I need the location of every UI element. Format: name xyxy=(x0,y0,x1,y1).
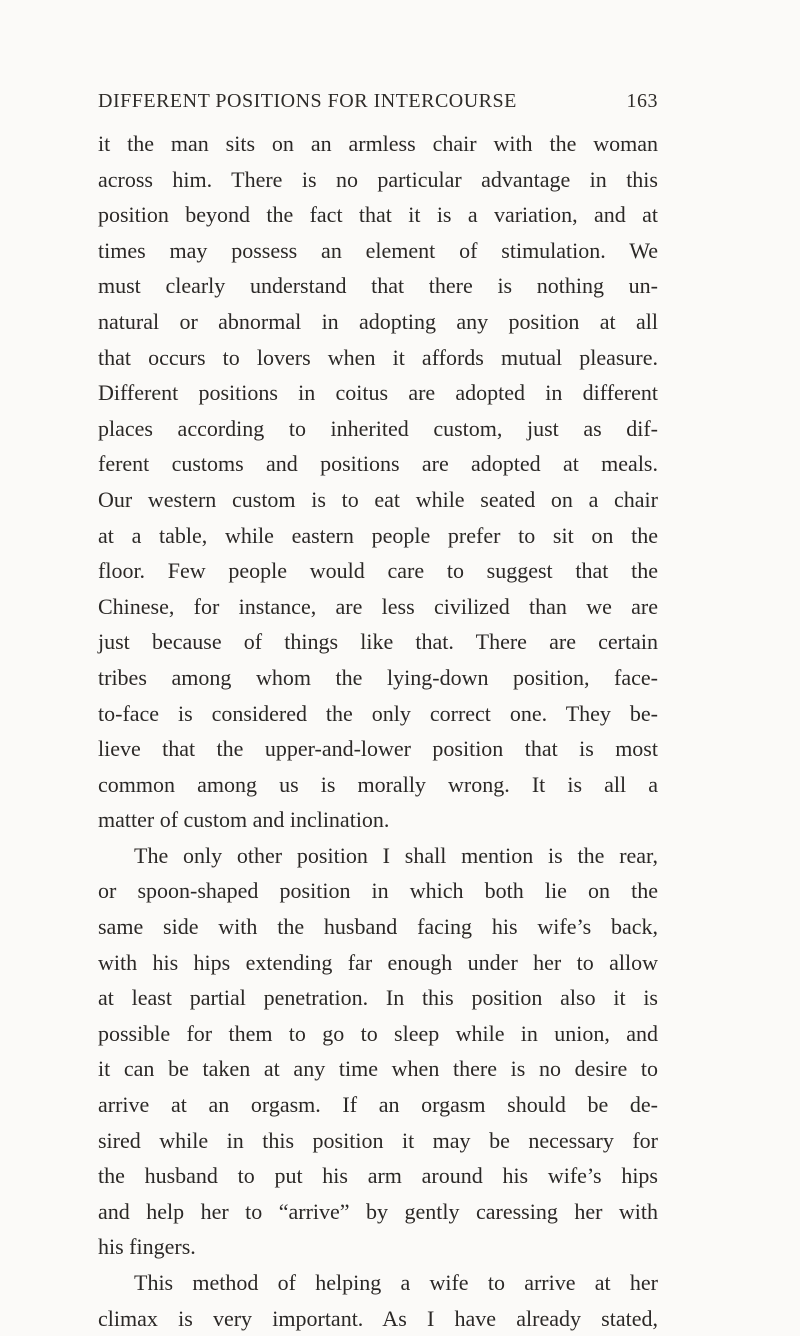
text-line: position beyond the fact that it is a variation, and at xyxy=(98,202,658,228)
text-line: natural or abnormal in adopting any position at all xyxy=(98,308,658,334)
text-line: same side with the husband facing his wife’s back, xyxy=(98,914,658,940)
text-line: times may possess an element of stimulation. We xyxy=(98,237,658,263)
paragraph-end-line: his fingers. xyxy=(98,1234,196,1260)
text-line: with his hips extending far enough under her to allow xyxy=(98,949,658,975)
text-line: arrive at an orgasm. If an orgasm should be de- xyxy=(98,1092,658,1118)
text-line: climax is very important. As I have already stated, xyxy=(98,1305,658,1331)
page-number: 163 xyxy=(626,90,658,112)
text-line: lieve that the upper-and-lower position that is most xyxy=(98,736,658,762)
text-line: it the man sits on an armless chair with the woman xyxy=(98,131,658,156)
text-line: common among us is morally wrong. It is all a xyxy=(98,771,658,797)
text-line: and help her to “arrive” by gently caressing her with xyxy=(98,1198,658,1224)
text-line: just because of things like that. There are certain xyxy=(98,629,658,655)
text-line: Our western custom is to eat while seated on a chair xyxy=(98,486,658,512)
text-line: to-face is considered the only correct one. They be- xyxy=(98,700,658,726)
text-line: Chinese, for instance, are less civilized than we are xyxy=(98,593,658,619)
text-line: it can be taken at any time when there is no desire to xyxy=(98,1056,658,1082)
text-line: must clearly understand that there is nothing un- xyxy=(98,273,658,299)
paragraph-end-line: matter of custom and inclination. xyxy=(98,807,390,833)
paragraph-start-line: This method of helping a wife to arrive at her xyxy=(134,1270,658,1295)
text-line: that occurs to lovers when it affords mutual pleasure. xyxy=(98,344,658,370)
text-line: across him. There is no particular advantage in this xyxy=(98,166,658,192)
text-line: places according to inherited custom, just as dif- xyxy=(98,415,658,441)
running-head-title: DIFFERENT POSITIONS FOR INTERCOURSE xyxy=(98,90,517,112)
body-text xyxy=(98,126,658,1336)
text-line: at a table, while eastern people prefer to sit on the xyxy=(98,522,658,548)
text-line: possible for them to go to sleep while in union, and xyxy=(98,1020,658,1046)
paragraph-start-line: The only other position I shall mention is the rear, xyxy=(134,842,658,868)
text-line: the husband to put his arm around his wife’s hips xyxy=(98,1163,658,1189)
text-line: at least partial penetration. In this position also it is xyxy=(98,985,658,1011)
text-line: tribes among whom the lying-down position, face- xyxy=(98,664,658,690)
text-line: floor. Few people would care to suggest that the xyxy=(98,558,658,584)
text-line: ferent customs and positions are adopted at meals. xyxy=(98,451,658,477)
text-line: or spoon-shaped position in which both lie on the xyxy=(98,878,658,904)
text-line: Different positions in coitus are adopted in different xyxy=(98,380,658,406)
text-line: sired while in this position it may be necessary for xyxy=(98,1127,658,1153)
